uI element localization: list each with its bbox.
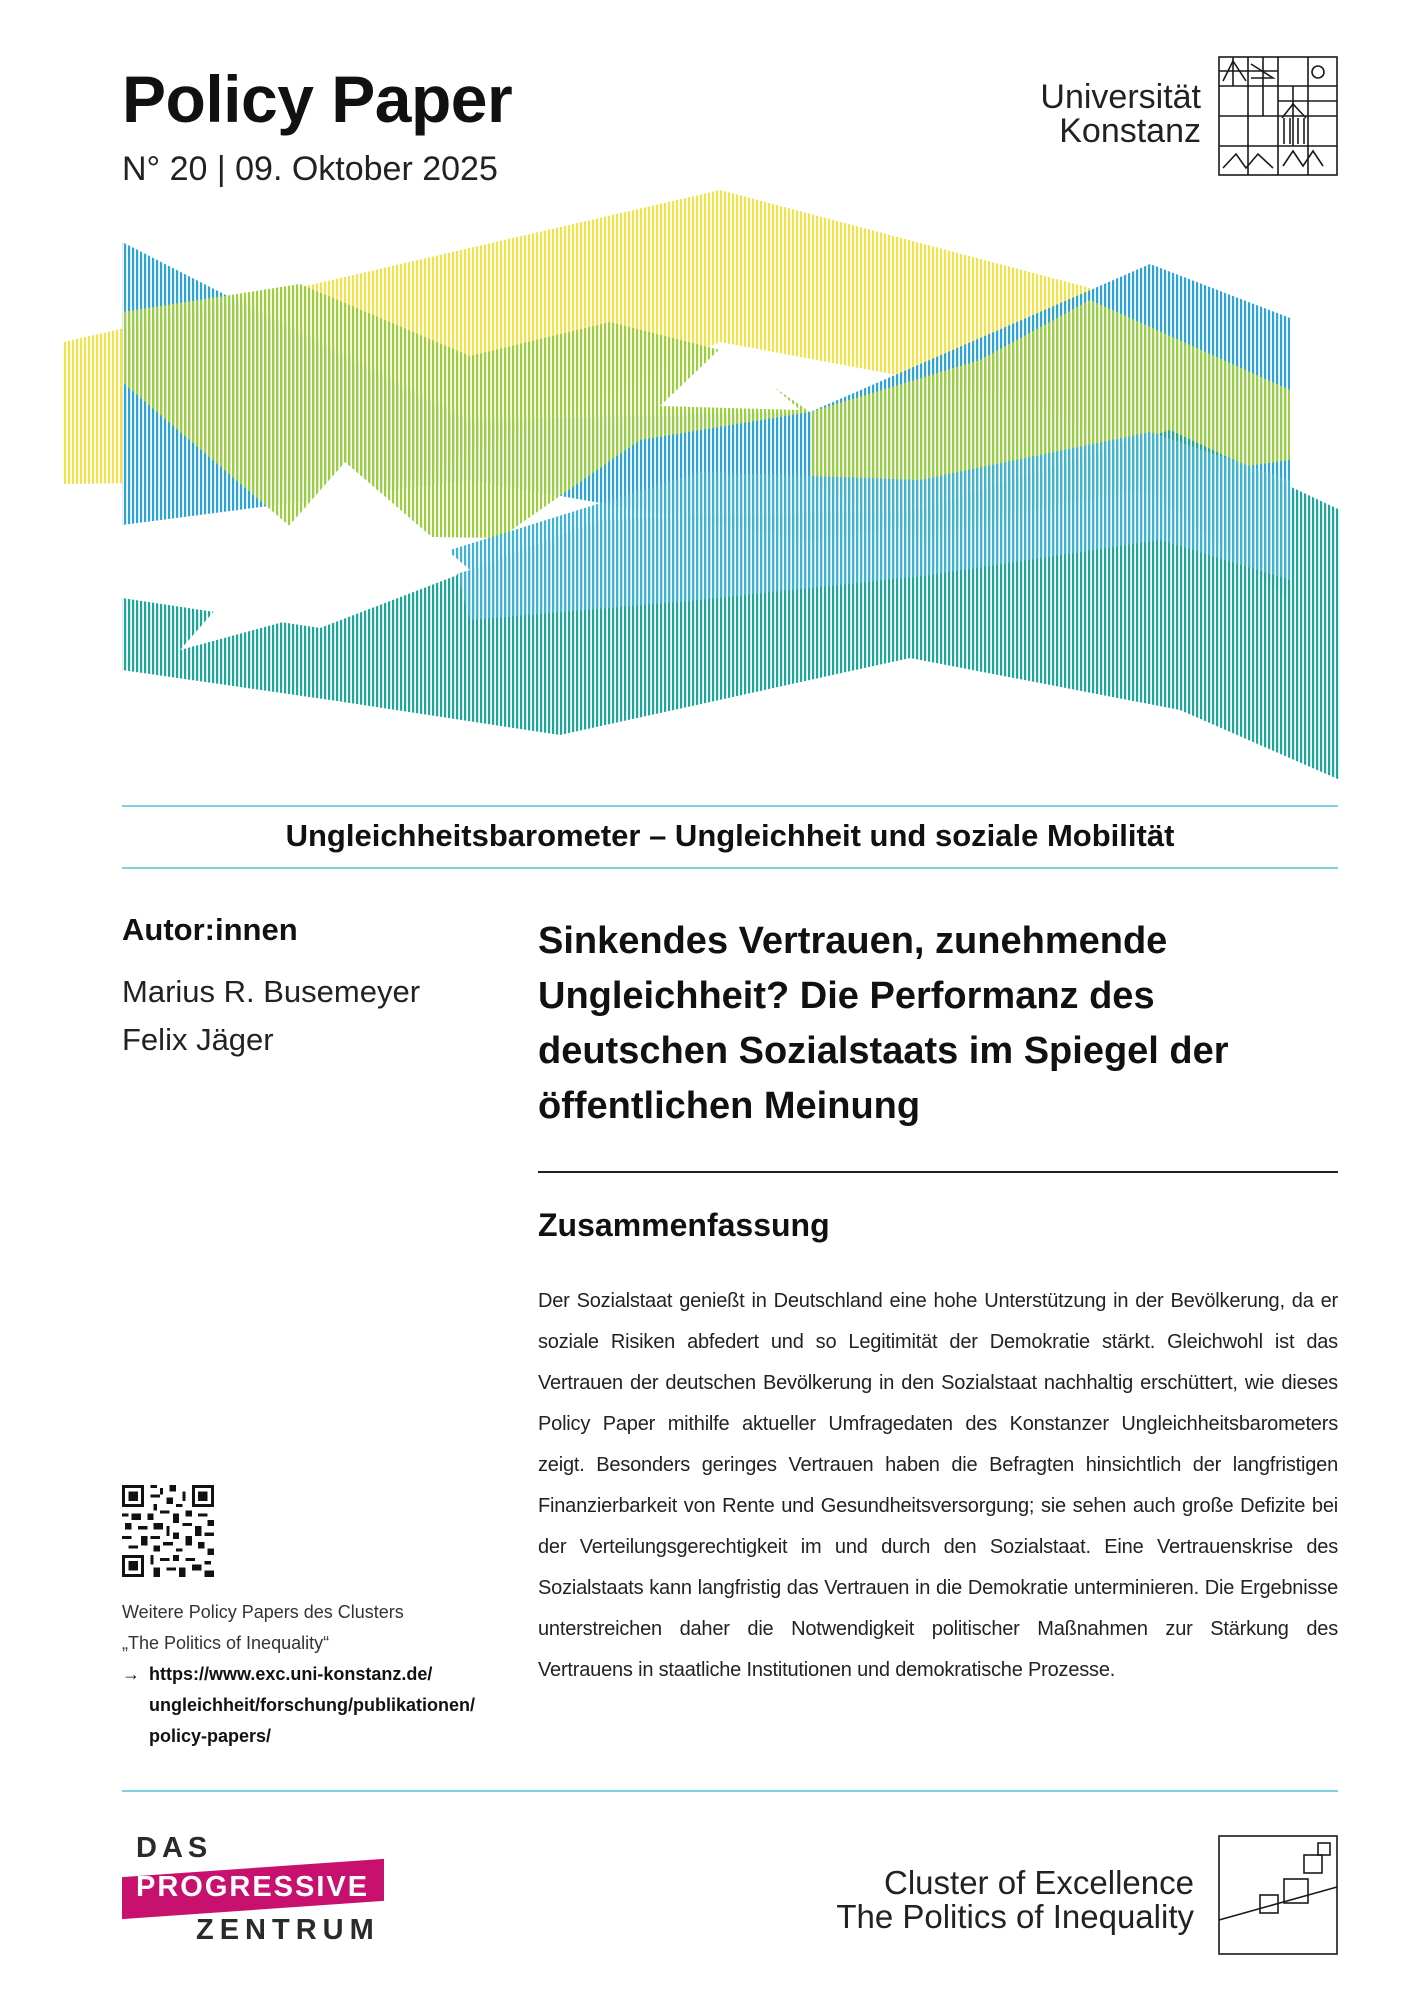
summary-heading: Zusammenfassung <box>538 1207 830 1243</box>
more-papers-line2: „The Politics of Inequality“ <box>122 1633 330 1653</box>
link-url-part1[interactable]: https://www.exc.uni-konstanz.de/ <box>149 1664 433 1684</box>
more-papers-text <box>122 1597 522 1659</box>
cluster-name-line2: The Politics of Inequality <box>836 1898 1194 1935</box>
link-url-part2[interactable]: ungleichheit/forschung/publikationen/ <box>149 1695 476 1715</box>
author-name: Marius R. Busemeyer <box>122 974 421 1009</box>
issue-number-date: N° 20 | 09. Oktober 2025 <box>122 150 498 188</box>
series-banner: Ungleichheitsbarometer – Ungleichheit und soziale Mobilität <box>285 818 1175 853</box>
more-papers-line1: Weitere Policy Papers des Clusters <box>122 1602 404 1622</box>
policy-papers-link[interactable] <box>122 1659 522 1752</box>
university-name-line1: Universität <box>1040 78 1201 116</box>
university-logo-icon <box>1218 56 1338 176</box>
university-name-line2: Konstanz <box>1059 112 1201 150</box>
author-name: Felix Jäger <box>122 1022 274 1057</box>
summary-text: Der Sozialstaat genießt in Deutschland eine hohe Unterstützung in der Bevölkerung, da er soziale Risiken abfedert und so Legitimität der Demokratie stärkt. Gleichwohl ist das Vertrauen der deutschen Bevölkerung in den Sozialstaat nachhaltig erschüttert, wie dieses Policy Paper mithilfe aktueller Umfragedaten des Konstanzer Ungleichheitsbarometers zeigt. Besonders geringes Vertrauen haben die Befragten hinsichtlich der langfristigen Finanzierbarkeit von Rente und Gesundheitsversorgung; sie sehen auch große Defizite bei der Verteilungsgerechtigkeit im und durch den Sozialstaat. Eine Vertrauenskrise des Sozialstaats kann langfristig das Vertrauen in die Demokratie unterminieren. Die Ergebnisse unterstreichen daher die Notwendigkeit politischer Maßnahmen zur Stärkung des Vertrauens in staatliche Institutionen und demokratische Prozesse. <box>538 1290 1338 1681</box>
paper-headline: Sinkendes Vertrauen, zunehmende Ungleichheit? Die Performanz des deutschen Sozialstaats im Spiegel der öffentlichen Meinung <box>538 920 1229 1127</box>
qr-code-icon[interactable] <box>122 1485 214 1577</box>
dpz-progressive: PROGRESSIVE <box>136 1871 370 1903</box>
cluster-logo-icon <box>1218 1835 1338 1955</box>
page-title: Policy Paper <box>122 62 513 136</box>
link-url-part3[interactable]: policy-papers/ <box>149 1726 272 1746</box>
headline-divider <box>538 1171 1338 1173</box>
header-artwork <box>0 180 1419 780</box>
university-name <box>1040 80 1201 148</box>
link-line[interactable] <box>122 1659 522 1690</box>
dpz-zentrum: ZENTRUM <box>196 1914 380 1946</box>
divider-bottom <box>122 867 1338 869</box>
dpz-das: DAS <box>136 1832 213 1864</box>
arrow-right-icon: → <box>122 1664 140 1684</box>
cluster-name <box>836 1866 1194 1934</box>
cluster-name-line1: Cluster of Excellence <box>884 1864 1194 1901</box>
das-progressive-zentrum-logo <box>122 1832 392 1946</box>
footer-divider <box>122 1790 1338 1792</box>
authors-heading: Autor:innen <box>122 912 298 947</box>
